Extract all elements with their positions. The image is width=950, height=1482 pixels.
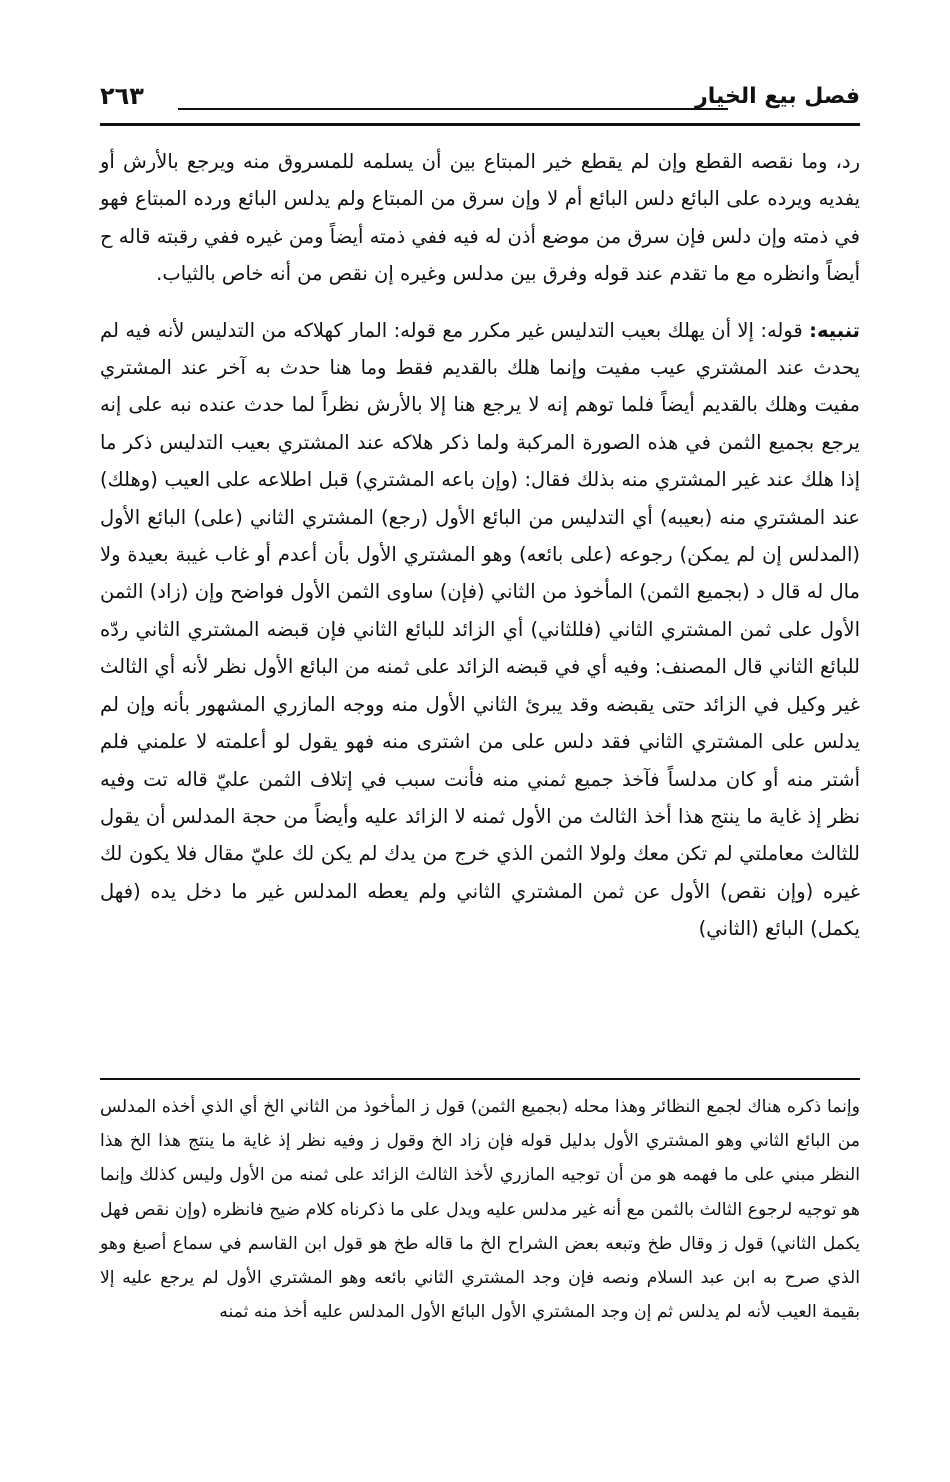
chapter-title: فصل بيع الخيار xyxy=(695,84,860,109)
note-label: تنبيه: xyxy=(809,318,860,342)
header-rule xyxy=(100,123,860,126)
running-header xyxy=(100,82,860,120)
main-text xyxy=(100,143,860,948)
footnote-text: وإنما ذكره هناك لجمع النظائر وهذا محله (بجميع الثمن) قول ز المأخوذ من الثاني الخ أي الذي أخذه المدلس من البائع الثاني وهو المشتري الأول بدليل قوله فإن زاد الخ وقول ز وفيه نظر إذ غاية ما ينتج هذا الخ هذا النظر مبني على ما فهمه هو من أن توجيه المازري لأخذ الثالث الزائد على ثمنه من الأول وليس كذلك وإنما هو توجيه لرجوع الثالث بالثمن مع أنه غير مدلس عليه ويدل على ما ذكرناه كلام ضيح فانظره (وإن نقص فهل يكمل الثاني) قول ز وقال طخ وتبعه بعض الشراح الخ ما قاله طخ هو قول ابن القاسم في سماع أصبغ وهو الذي صرح به ابن عبد السلام ونصه فإن وجد المشتري الثاني بائعه وهو المشتري الأول لم يرجع عليه إلا بقيمة العيب لأنه لم يدلس ثم إن وجد المشتري الأول البائع الأول المدلس عليه أخذ منه ثمنه xyxy=(100,1097,860,1323)
paragraph: رد، وما نقصه القطع وإن لم يقطع خير المبتاع بين أن يسلمه للمسروق منه ويرجع بالأرش أو يفديه ويرده على البائع دلس البائع أم لا وإن سرق من المبتاع ولم يدلس البائع ورده المبتاع فهو في ذمته وإن دلس فإن سرق من موضع أذن له فيه ففي ذمته أيضاً ومن غيره ففي رقبته قاله ح أيضاً وانظره مع ما تقدم عند قوله وفرق بين مدلس وغيره إن نقص من أنه خاص بالثياب. xyxy=(100,150,860,286)
page-number: ٢٦٣ xyxy=(100,82,144,110)
header-divider-line xyxy=(178,108,728,110)
paragraph-note xyxy=(100,312,860,948)
note-text: قوله: إلا أن يهلك بعيب التدليس غير مكرر مع قوله: المار كهلاكه من التدليس لأنه فيه لم يحدث عند المشتري عيب مفيت وإنما هلك بالقديم فقط وما هنا حدث به آخر عند المشتري مفيت وهلك بالقديم أيضاً فلما توهم إنه لا يرجع هنا إلا بالأرش نظراً لما حدث عنده نبه على إنه يرجع بجميع الثمن في هذه الصورة المركبة ولما ذكر هلاكه عند المشتري بعيب التدليس ذكر ما إذا هلك عند غير المشتري منه بذلك فقال: (وإن باعه المشتري) قبل اطلاعه على العيب (وهلك) عند المشتري منه (بعيبه) أي التدليس من البائع الأول (رجع) المشتري الثاني (على) البائع الأول (المدلس إن لم يمكن) رجوعه (على بائعه) وهو المشتري الأول بأن أعدم أو غاب غيبة بعيدة ولا مال له قال د (بجميع الثمن) المأخوذ من الثاني (فإن) ساوى الثمن الأول فواضح وإن (زاد) الثمن الأول على ثمن المشتري الثاني (فللثاني) أي الزائد للبائع الثاني فإن قبضه المشتري الثاني ردّه للبائع الثاني قال المصنف: وفيه أي في قبضه الزائد على ثمنه من البائع الأول نظر لأنه أي الثالث غير وكيل في الزائد حتى يقبضه وقد يبرئ الثاني الأول منه ووجه المازري المشهور بأنه وإن لم يدلس على المشتري الثاني فقد دلس على من اشترى منه فهو يقول لو أعلمته لا علمني فلم أشتر منه أو كان مدلساً فآخذ جميع ثمني منه فأنت سبب في إتلاف الثمن عليّ قاله تت وفيه نظر إذ غاية ما ينتج هذا أخذ الثالث من الأول ثمنه لا الزائد عليه وأيضاً من حجة المدلس أن يقول للثالث معاملتي لم تكن معك ولولا الثمن الذي خرج من يدك لم يكن لك عليّ مقال فلا يكون لك غيره (وإن نقص) الأول عن ثمن المشتري الثاني ولم يعطه المدلس غير ما دخل يده (فهل يكمل) البائع (الثاني) xyxy=(100,318,860,941)
footnote-separator xyxy=(100,1078,860,1080)
